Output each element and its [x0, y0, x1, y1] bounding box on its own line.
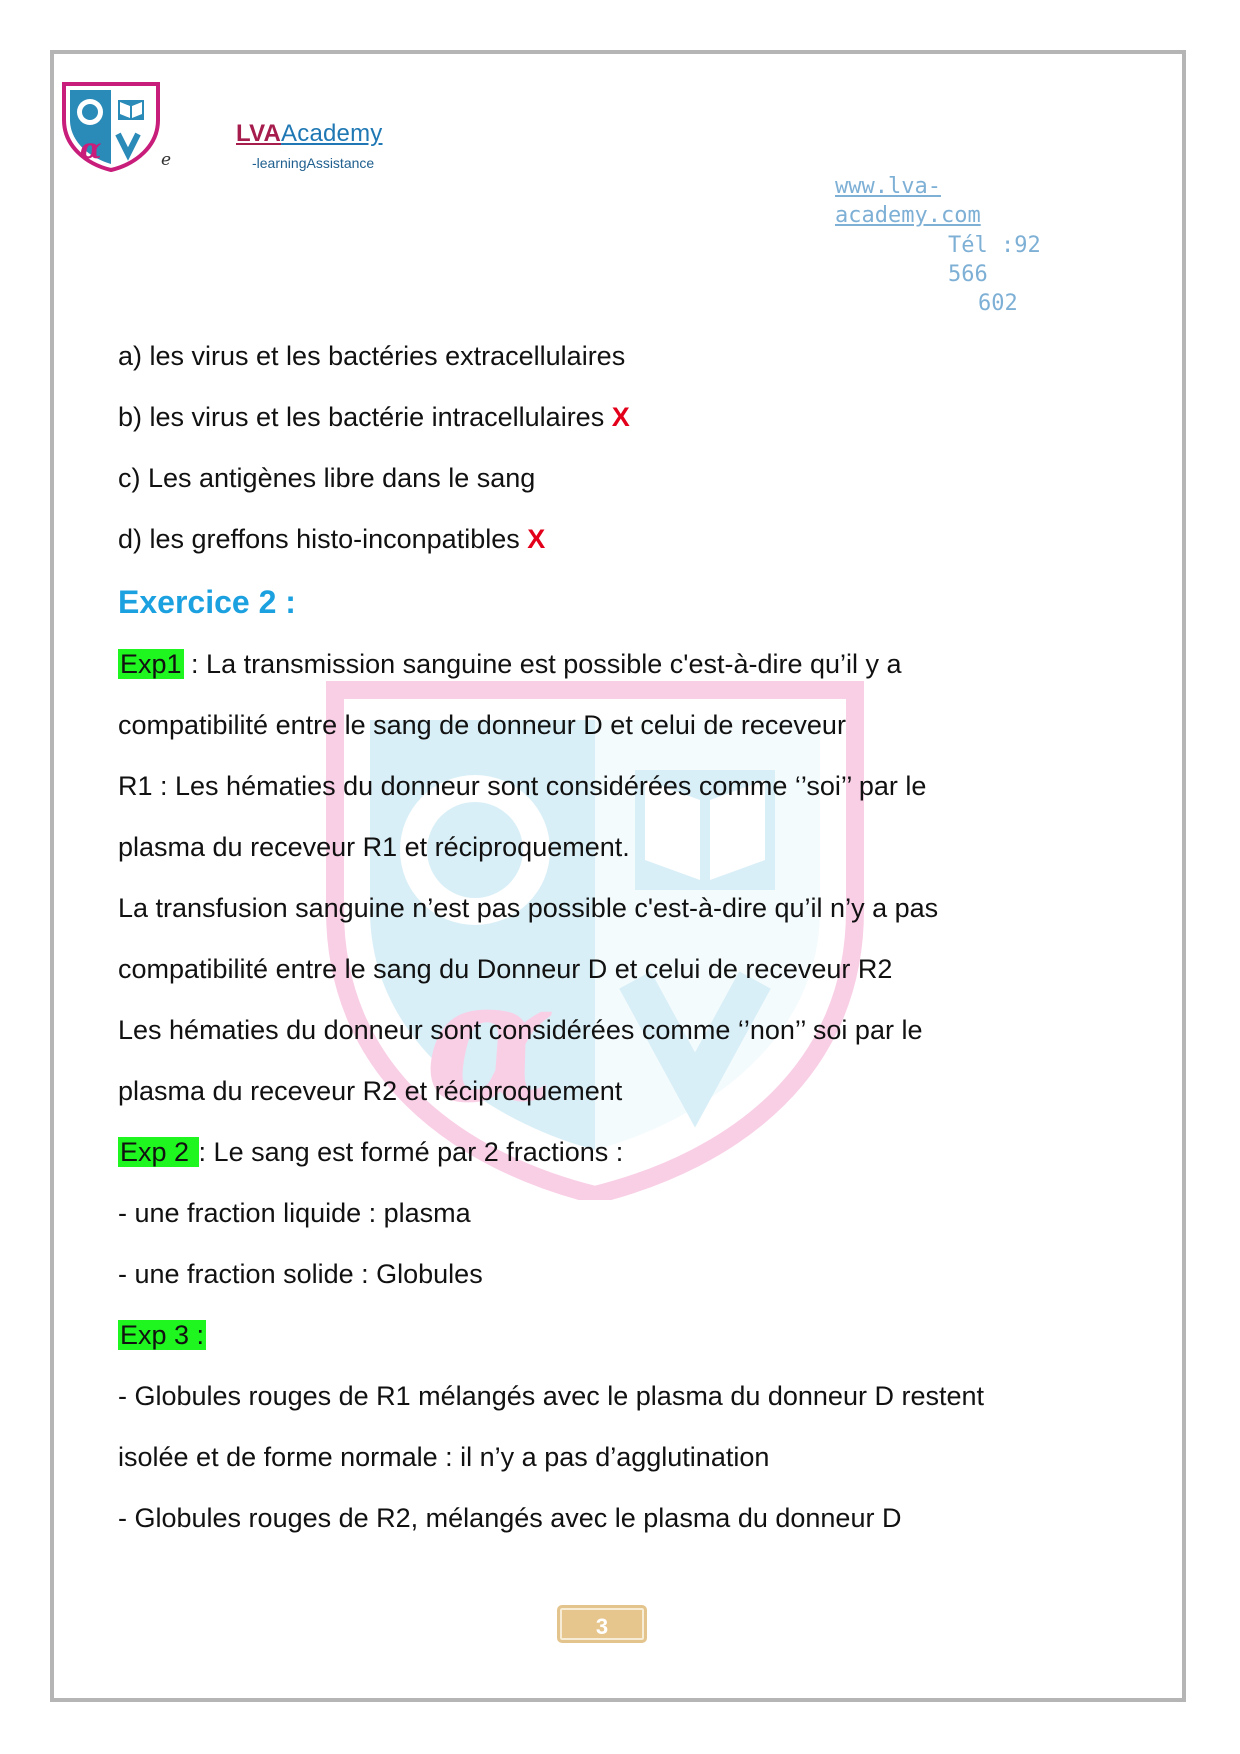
- answer-mark: X: [527, 524, 546, 554]
- brand-academy: Academy: [281, 120, 383, 147]
- exp3-line3: - Globules rouges de R2, mélangés avec le plasma du donneur D: [118, 1503, 902, 1533]
- exp3-header: [118, 1317, 1118, 1378]
- website-link-line1[interactable]: www.lva-: [835, 174, 941, 199]
- phone-line2: 602: [978, 291, 1018, 316]
- exp2-line1: Exp 2 : Le sang est formé par 2 fractions :: [120, 1137, 624, 1167]
- brand-name: [236, 120, 383, 148]
- qcm-option-b: b) les virus et les bactérie intracellulaires X: [118, 402, 630, 432]
- exp1-line5: La transfusion sanguine n’est pas possible c'est-à-dire qu’il n’y a pas: [118, 893, 939, 923]
- answer-mark: X: [611, 402, 630, 432]
- qcm-option-c: c) Les antigènes libre dans le sang: [118, 463, 536, 493]
- page-number: 3: [557, 1605, 647, 1643]
- exp1-line4: plasma du receveur R1 et réciproquement.: [118, 832, 630, 862]
- exp1-line1: Exp1 : La transmission sanguine est possible c'est-à-dire qu’il y a: [120, 649, 902, 679]
- exp2-label: Exp 2: [120, 1137, 197, 1167]
- exp1-line3: R1 : Les hématies du donneur sont considérées comme ‘’soi’’ par le: [118, 771, 927, 801]
- exp1-line2: compatibilité entre le sang de donneur D et celui de receveur: [118, 710, 846, 740]
- brand-lva: LVA: [236, 120, 282, 147]
- exp1-line8: plasma du receveur R2 et réciproquement: [118, 1076, 623, 1106]
- website-link-line2[interactable]: academy.com: [835, 203, 981, 228]
- svg-text:α: α: [425, 941, 556, 1141]
- svg-text:α: α: [80, 132, 102, 165]
- exp3-line1: - Globules rouges de R1 mélangés avec le plasma du donneur D restent: [118, 1381, 984, 1411]
- lva-academy-logo: [58, 80, 164, 172]
- phone-line1: Tél :92 566: [948, 233, 1041, 287]
- exp1-label: Exp1: [120, 649, 182, 679]
- brand-tagline: -learningAssistance: [252, 155, 375, 171]
- exp3-label: Exp 3 :: [120, 1320, 205, 1350]
- exp1-line7: Les hématies du donneur sont considérées comme ‘’non’’ soi par le: [118, 1015, 923, 1045]
- exercise-title: Exercice 2 :: [118, 584, 296, 620]
- qcm-option-d: d) les greffons histo-inconpatibles X: [118, 524, 546, 554]
- page-content: [118, 338, 1118, 1561]
- contact-block: [835, 172, 1085, 318]
- exp2-line2: - une fraction liquide : plasma: [118, 1198, 471, 1228]
- qcm-option-a: a) les virus et les bactéries extracellulaires: [118, 341, 626, 371]
- exp3-line2: isolée et de forme normale : il n’y a pas d’agglutination: [118, 1442, 770, 1472]
- exp2-line3: - une fraction solide : Globules: [118, 1259, 483, 1289]
- logo-letter-e: e: [161, 150, 172, 170]
- exp1-line6: compatibilité entre le sang du Donneur D et celui de receveur R2: [118, 954, 893, 984]
